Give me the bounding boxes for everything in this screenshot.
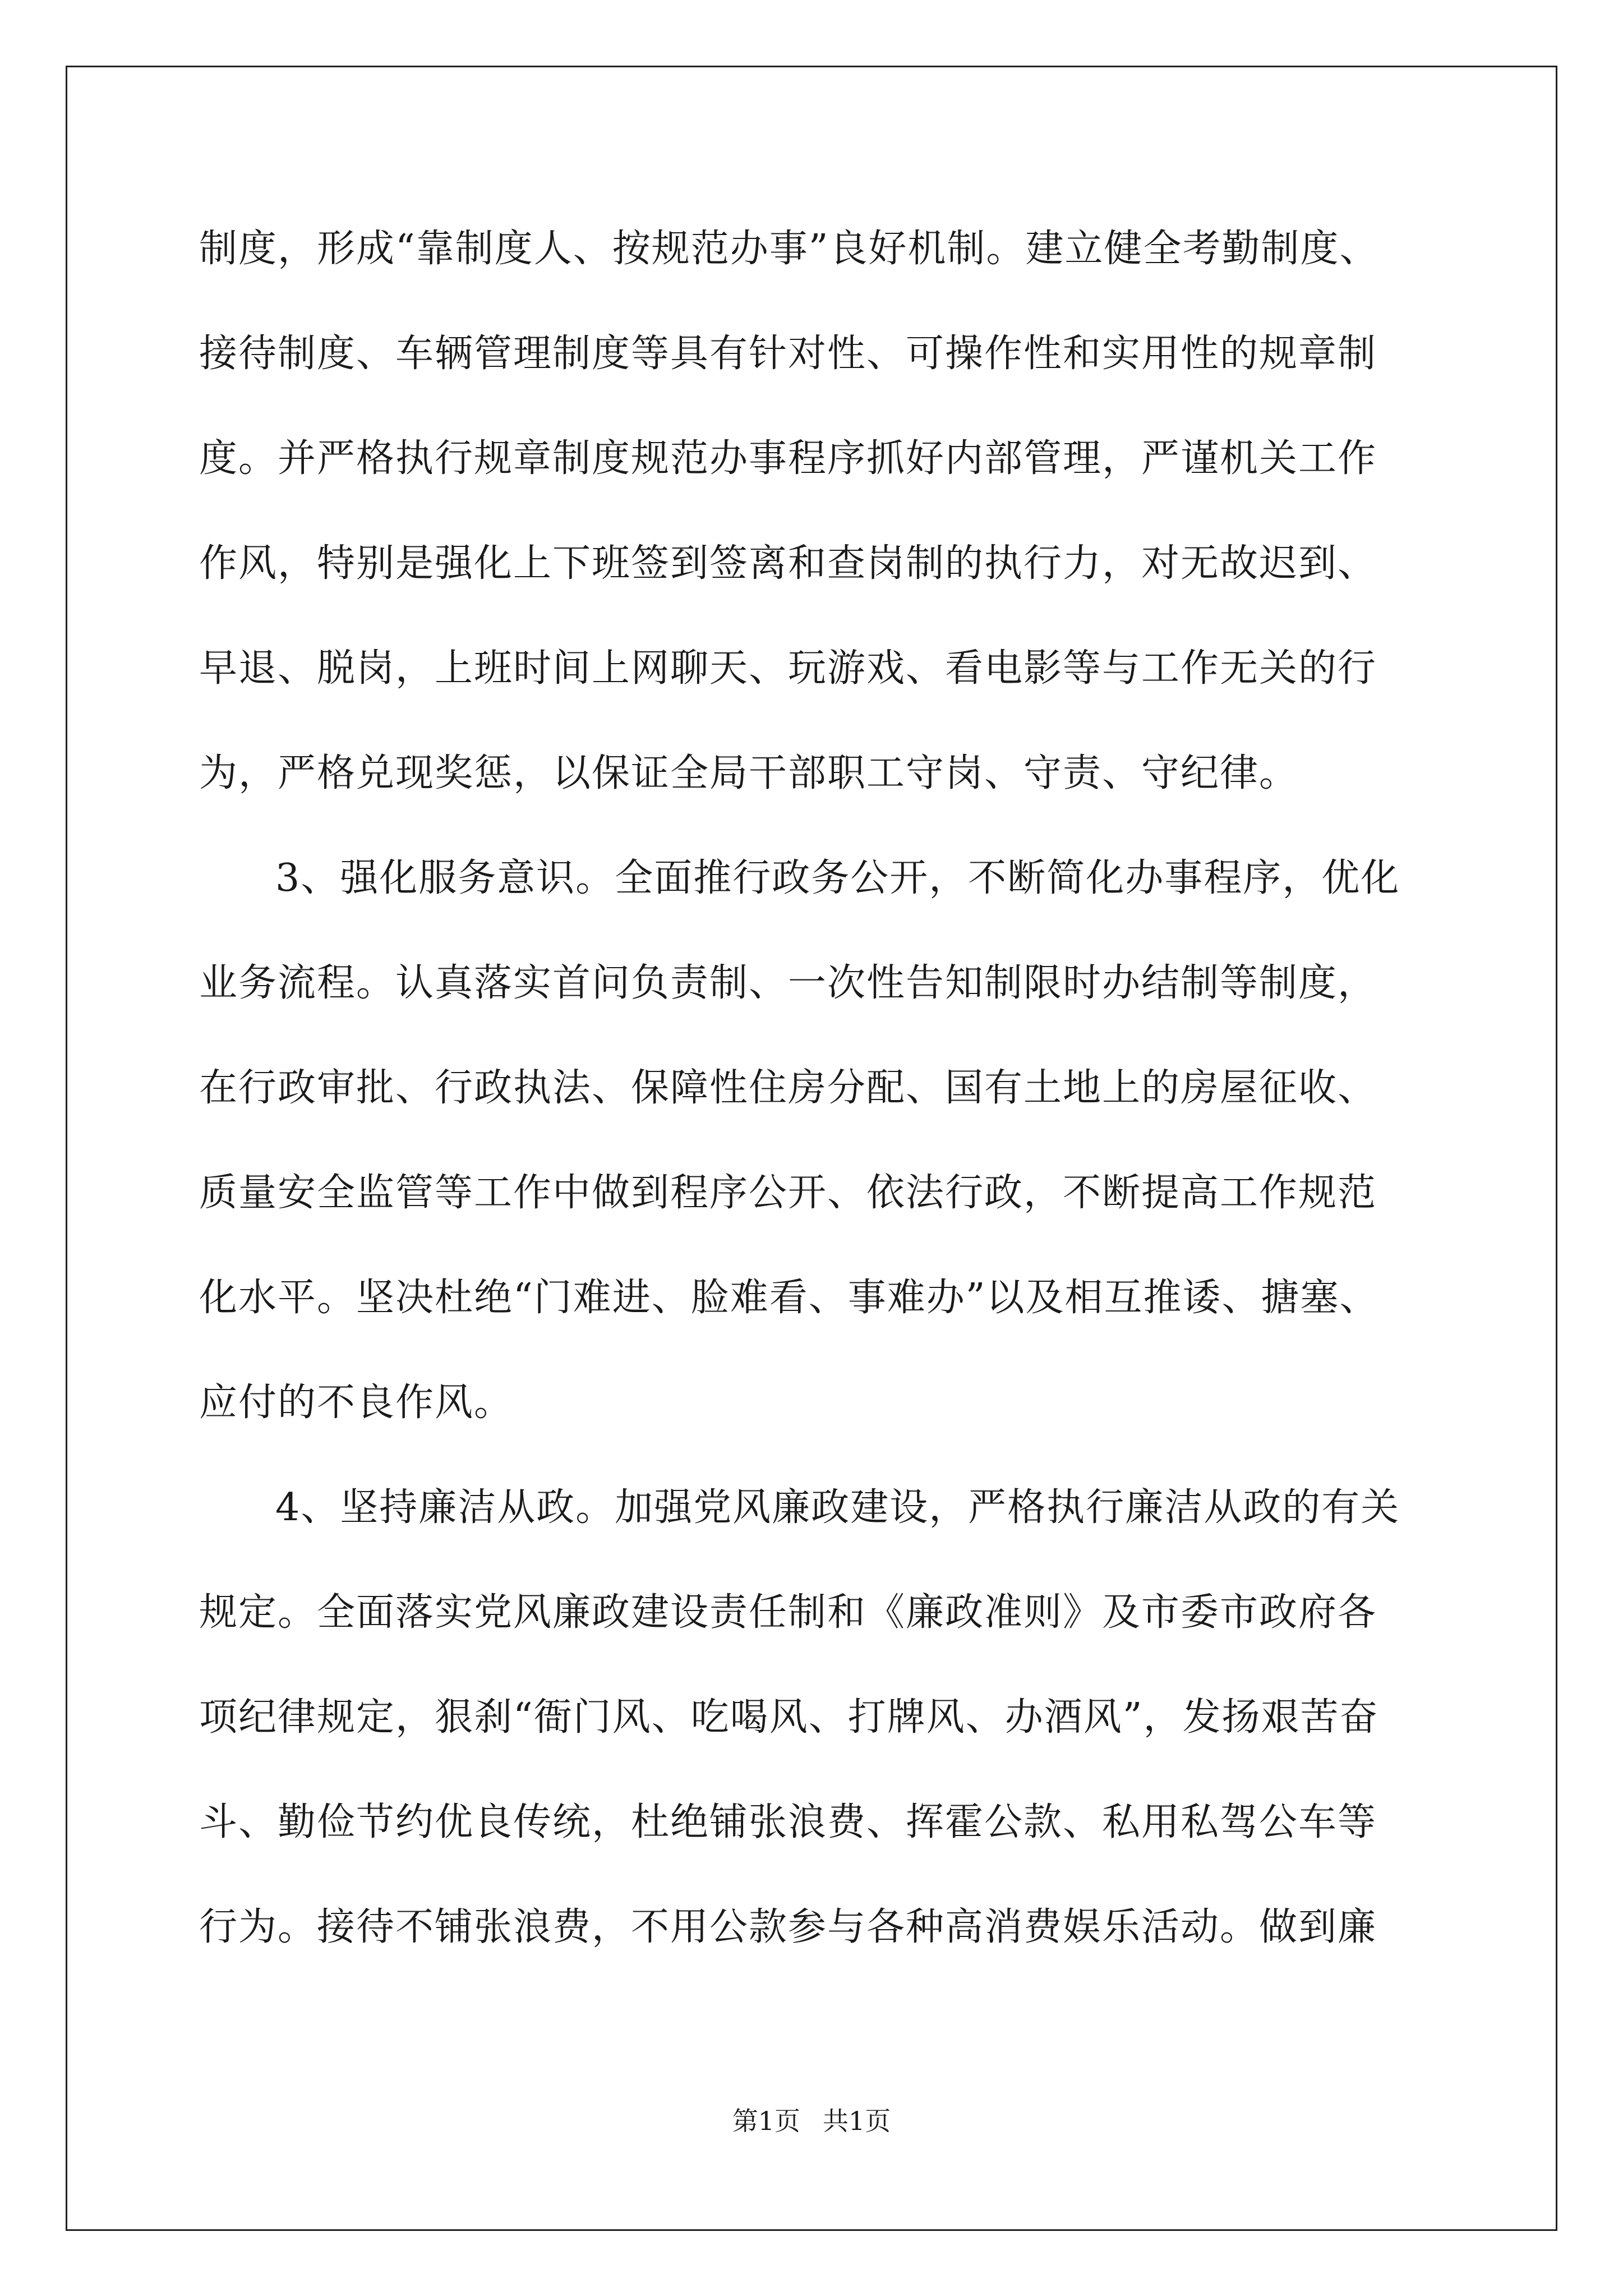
text-line: 度。并严格执行规章制度规范办事程序抓好内部管理，严谨机关工作 — [199, 436, 1377, 481]
text-line: 业务流程。认真落实首问负责制、一次性告知制限时办结制等制度， — [199, 961, 1377, 1005]
text-line: 早退、脱岗，上班时间上网聊天、玩游戏、看电影等与工作无关的行 — [199, 646, 1377, 691]
text-line: 制度，形成“靠制度人、按规范办事”良好机制。建立健全考勤制度、 — [199, 227, 1379, 271]
text-line: 斗、勤俭节约优良传统，杜绝铺张浪费、挥霍公款、私用私驾公车等 — [199, 1800, 1377, 1844]
text-line: 在行政审批、行政执法、保障性住房分配、国有土地上的房屋征收、 — [199, 1066, 1377, 1110]
text-line: 作风，特别是强化上下班签到签离和查岗制的执行力，对无故迟到、 — [199, 541, 1377, 586]
text-line: 接待制度、车辆管理制度等具有针对性、可操作性和实用性的规章制 — [199, 332, 1377, 376]
text-line: 质量安全监管等工作中做到程序公开、依法行政，不断提高工作规范 — [199, 1171, 1377, 1215]
text-line: 项纪律规定，狠刹“衙门风、吃喝风、打牌风、办酒风”，发扬艰苦奋 — [199, 1695, 1379, 1740]
page-footer — [0, 2101, 1623, 2138]
page-number-current: 第1页 — [732, 2106, 800, 2136]
text-line: 为，严格兑现奖惩，以保证全局干部职工守岗、守责、守纪律。 — [199, 751, 1299, 795]
text-line: 行为。接待不铺张浪费，不用公款参与各种高消费娱乐活动。做到廉 — [199, 1905, 1377, 1949]
text-line: 4、坚持廉洁从政。加强党风廉政建设，严格执行廉洁从政的有关 — [275, 1485, 1400, 1530]
text-line: 3、强化服务意识。全面推行政务公开，不断简化办事程序，优化 — [275, 856, 1400, 900]
document-body — [199, 196, 1433, 1980]
text-line: 规定。全面落实党风廉政建设责任制和《廉政准则》及市委市政府各 — [199, 1590, 1377, 1635]
text-line: 应付的不良作风。 — [199, 1381, 514, 1425]
text-line: 化水平。坚决杜绝“门难进、脸难看、事难办”以及相互推诿、搪塞、 — [199, 1276, 1379, 1320]
page-number-total: 共1页 — [823, 2106, 891, 2136]
